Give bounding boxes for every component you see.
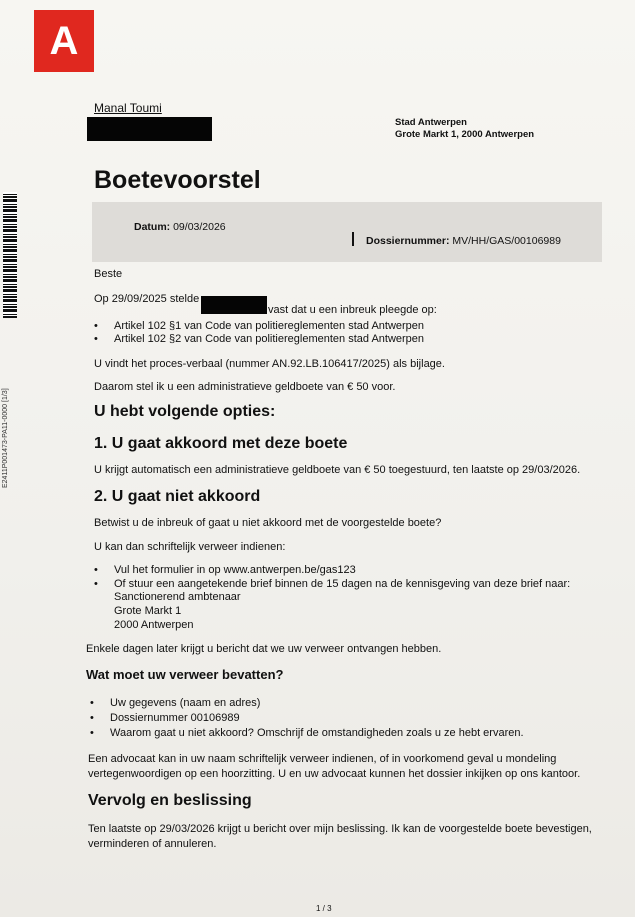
sender-address xyxy=(395,117,534,141)
sender-line-2: Grote Markt 1, 2000 Antwerpen xyxy=(395,129,535,140)
followup-heading: Vervolg en beslissing xyxy=(88,792,252,809)
dossier-label: Dossiernummer: xyxy=(366,235,450,247)
postal-address xyxy=(114,590,241,632)
option2-item: • Of stuur een aangetekende brief binnen de 15 dagen na de kennisgeving van deze brief naar: xyxy=(94,578,570,591)
option2-item: • Vul het formulier in op www.antwerpen.be/gas123 xyxy=(94,564,570,577)
option1-text: U krijgt automatisch een administratieve geldboete van € 50 toegestuurd, ten laatste op 29/03/2026. xyxy=(94,464,581,476)
defense-item: • Waarom gaat u niet akkoord? Omschrijf de omstandigheden zoals u ze hebt ervaren. xyxy=(90,727,524,740)
option1-heading: 1. U gaat akkoord met deze boete xyxy=(94,435,348,452)
option2-question: Betwist u de inbreuk of gaat u niet akkoord met de voorgestelde boete? xyxy=(94,517,442,529)
followup-line-2: verminderen of annuleren. xyxy=(88,838,217,850)
dossier-value: MV/HH/GAS/00106989 xyxy=(452,235,561,247)
options-heading: U hebt volgende opties: xyxy=(94,403,276,420)
defense-item: • Dossiernummer 00106989 xyxy=(90,712,524,725)
redacted-address xyxy=(87,117,212,141)
lawyer-line-2: vertegenwoordigen op een hoorzitting. U en uw advocaat kunnen het dossier inkijken op ons kantoor. xyxy=(88,768,581,780)
recipient-name: Manal Toumi xyxy=(94,101,162,115)
defense-heading: Wat moet uw verweer bevatten? xyxy=(86,667,284,682)
page-number: 1 / 3 xyxy=(316,904,332,913)
logo-letter: A xyxy=(49,19,79,63)
redacted-officer xyxy=(201,296,267,314)
defense-item: • Uw gegevens (naam en adres) xyxy=(90,697,524,710)
city-logo xyxy=(34,10,94,72)
address-line: Sanctionerend ambtenaar xyxy=(114,591,241,603)
dossier-field xyxy=(366,234,561,248)
option2-heading: 2. U gaat niet akkoord xyxy=(94,488,261,505)
defense-list xyxy=(90,697,524,740)
date-value: 09/03/2026 xyxy=(173,221,226,233)
article-item: • Artikel 102 §1 van Code van politiereglementen stad Antwerpen xyxy=(94,320,424,333)
intro-before: Op 29/09/2025 stelde xyxy=(94,293,200,305)
greeting: Beste xyxy=(94,268,123,280)
fine-line: Daarom stel ik u een administratieve geldboete van € 50 voor. xyxy=(94,381,396,393)
option2-list xyxy=(94,564,570,591)
date-label: Datum: xyxy=(134,221,171,233)
date-field xyxy=(134,220,226,234)
lawyer-line-1: Een advocaat kan in uw naam schriftelijk verweer indienen, of in voorkomend geval u mondeling xyxy=(88,753,557,765)
sender-line-1: Stad Antwerpen xyxy=(395,117,467,128)
articles-list xyxy=(94,320,424,346)
address-line: Grote Markt 1 xyxy=(114,605,182,617)
barcode xyxy=(3,192,17,318)
article-item: • Artikel 102 §2 van Code van politiereglementen stad Antwerpen xyxy=(94,333,424,346)
intro-after: vast dat u een inbreuk pleegde op: xyxy=(268,304,437,316)
pv-line: U vindt het proces-verbaal (nummer AN.92.LB.106417/2025) als bijlage. xyxy=(94,358,445,370)
side-code: E2411P001473-PA11-0000 [1/3] xyxy=(2,388,9,488)
followup-line-1: Ten laatste op 29/03/2026 krijgt u bericht over mijn beslissing. Ik kan de voorgestelde boete bevestigen, xyxy=(88,823,592,835)
option2-intro: U kan dan schriftelijk verweer indienen: xyxy=(94,541,286,553)
letter-title: Boetevoorstel xyxy=(94,166,261,194)
banner-separator xyxy=(352,232,354,246)
address-line: 2000 Antwerpen xyxy=(114,619,194,631)
confirm-line: Enkele dagen later krijgt u bericht dat we uw verweer ontvangen hebben. xyxy=(86,643,442,655)
